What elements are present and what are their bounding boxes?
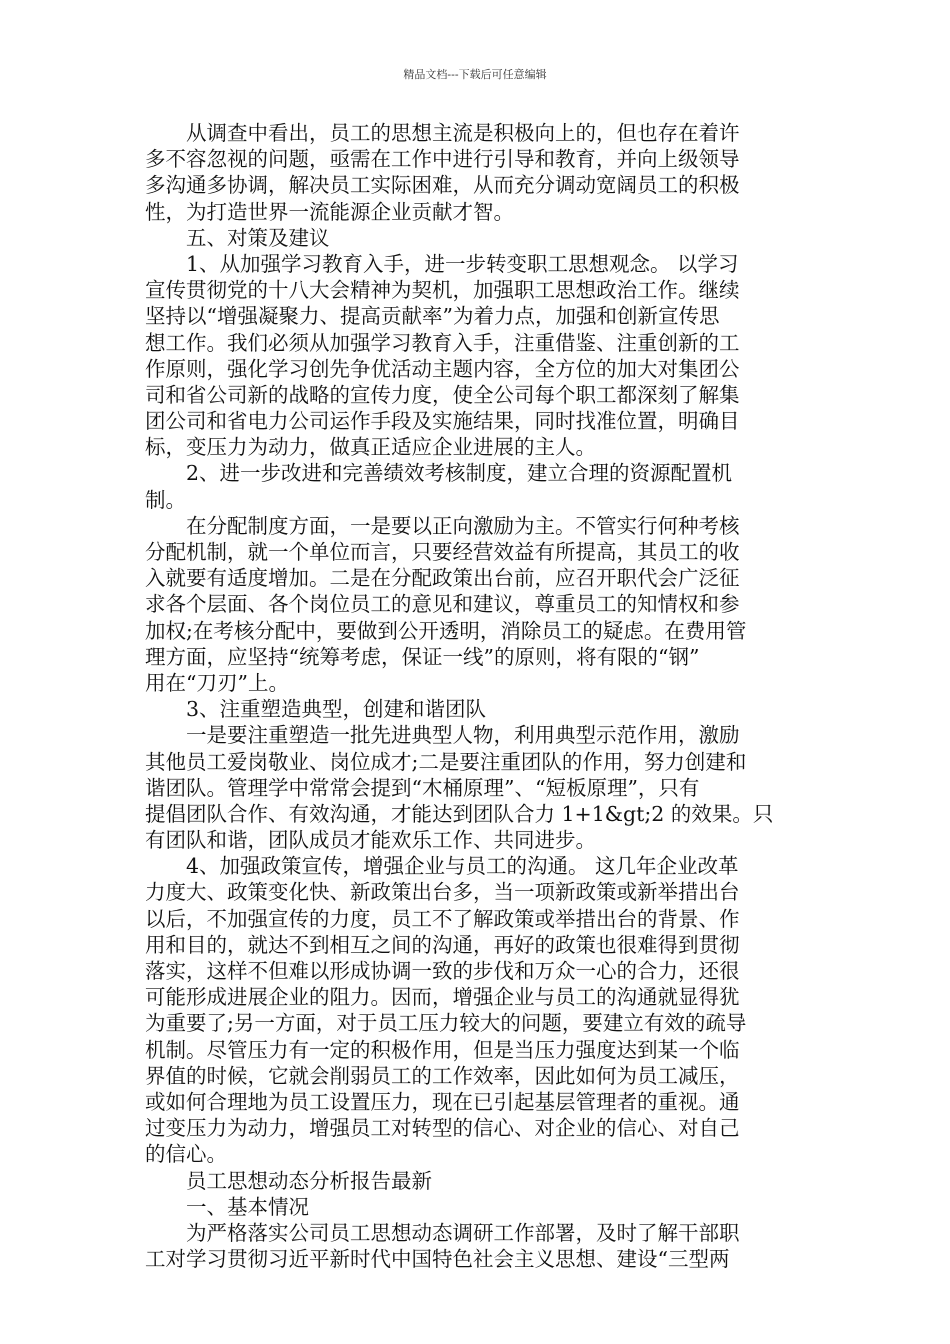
text-line: 力度大、政策变化快、新政策出台多，当一项新政策或新举措出台 bbox=[145, 880, 740, 905]
section-heading: 一、基本情况 bbox=[145, 1194, 309, 1219]
text-line: 可能形成进展企业的阻力。因而，增强企业与员工的沟通就显得犹 bbox=[145, 985, 740, 1010]
text-line: 有团队和谐，团队成员才能欢乐工作、共同进步。 bbox=[145, 828, 596, 853]
text-line: 一是要注重塑造一批先进典型人物，利用典型示范作用，激励 bbox=[145, 723, 740, 748]
text-line: 提倡团队合作、有效沟通，才能达到团队合力 1+1&gt;2 的效果。只 bbox=[145, 801, 774, 826]
text-line: 3、注重塑造典型，创建和谐团队 bbox=[145, 697, 487, 722]
section-heading: 五、对策及建议 bbox=[145, 225, 330, 250]
text-line: 1、从加强学习教育入手，进一步转变职工思想观念。 以学习 bbox=[145, 251, 739, 276]
text-line: 求各个层面、各个岗位员工的意见和建议，尊重员工的知情权和参 bbox=[145, 592, 740, 617]
text-line: 2、进一步改进和完善绩效考核制度，建立合理的资源配置机 bbox=[145, 461, 733, 486]
text-line: 用在“刀刃”上。 bbox=[145, 670, 289, 695]
text-line: 制。 bbox=[145, 487, 186, 512]
text-line: 或如何合理地为员工设置压力，现在已引起基层管理者的重视。通 bbox=[145, 1089, 740, 1114]
text-line: 性，为打造世界一流能源企业贡献才智。 bbox=[145, 199, 514, 224]
text-line: 理方面，应坚持“统筹考虑，保证一线”的原则，将有限的“钢” bbox=[145, 644, 700, 669]
text-line: 作原则，强化学习创先争优活动主题内容，全方位的加大对集团公 bbox=[145, 356, 740, 381]
text-line: 的信心。 bbox=[145, 1142, 227, 1167]
text-line: 工对学习贯彻习近平新时代中国特色社会主义思想、建设“三型两 bbox=[145, 1247, 730, 1272]
text-line: 4、加强政策宣传，增强企业与员工的沟通。 这几年企业改革 bbox=[145, 854, 739, 879]
text-line: 从调查中看出，员工的思想主流是积极向上的，但也存在着许 bbox=[145, 121, 740, 145]
text-line: 以后，不加强宣传的力度，员工不了解政策或举措出台的背景、作 bbox=[145, 906, 740, 931]
text-line: 多不容忽视的问题，亟需在工作中进行引导和教育，并向上级领导 bbox=[145, 147, 740, 172]
text-line: 司和省公司新的战略的宣传力度，使全公司每个职工都深刻了解集 bbox=[145, 382, 740, 407]
text-line: 过变压力为动力，增强员工对转型的信心、对企业的信心、对自己 bbox=[145, 1116, 740, 1141]
text-line: 想工作。我们必须从加强学习教育入手，注重借鉴、注重创新的工 bbox=[145, 330, 740, 355]
text-line: 落实，这样不但难以形成协调一致的步伐和万众一心的合力，还很 bbox=[145, 959, 740, 983]
text-line: 其他员工爱岗敬业、岗位成才;二是要注重团队的作用，努力创建和 bbox=[145, 749, 747, 774]
text-line: 团公司和省电力公司运作手段及实施结果，同时找准位置，明确目 bbox=[145, 409, 740, 434]
text-line: 加权;在考核分配中，要做到公开透明，消除员工的疑虑。在费用管 bbox=[145, 618, 747, 643]
page-header: 精品文档---下载后可任意编辑 bbox=[403, 68, 547, 81]
text-line: 用和目的，就达不到相互之间的沟通，再好的政策也很难得到贯彻 bbox=[145, 932, 740, 957]
text-line: 在分配制度方面，一是要以正向激励为主。不管实行何种考核 bbox=[145, 513, 740, 538]
document-body bbox=[145, 120, 807, 1272]
text-line: 机制。尽管压力有一定的积极作用，但是当压力强度达到某一个临 bbox=[145, 1037, 740, 1062]
section-title: 员工思想动态分析报告最新 bbox=[145, 1168, 432, 1193]
text-line: 坚持以“增强凝聚力、提高贡献率”为着力点，加强和创新宣传思 bbox=[145, 304, 720, 329]
text-line: 为严格落实公司员工思想动态调研工作部署，及时了解干部职 bbox=[145, 1220, 740, 1245]
text-line: 为重要了;另一方面，对于员工压力较大的问题，要建立有效的疏导 bbox=[145, 1011, 747, 1036]
text-line: 分配机制，就一个单位而言，只要经营效益有所提高，其员工的收 bbox=[145, 540, 740, 564]
text-line: 界值的时候，它就会削弱员工的工作效率，因此如何为员工减压， bbox=[145, 1063, 740, 1088]
text-line: 宣传贯彻党的十八大会精神为契机，加强职工思想政治工作。继续 bbox=[145, 278, 740, 303]
text-line: 多沟通多协调，解决员工实际困难，从而充分调动宽阔员工的积极 bbox=[145, 173, 740, 198]
text-line: 入就要有适度增加。二是在分配政策出台前，应召开职代会广泛征 bbox=[145, 566, 740, 591]
text-line: 标，变压力为动力，做真正适应企业进展的主人。 bbox=[145, 435, 596, 460]
text-line: 谐团队。管理学中常常会提到“木桶原理”、“短板原理”，只有 bbox=[145, 775, 700, 800]
